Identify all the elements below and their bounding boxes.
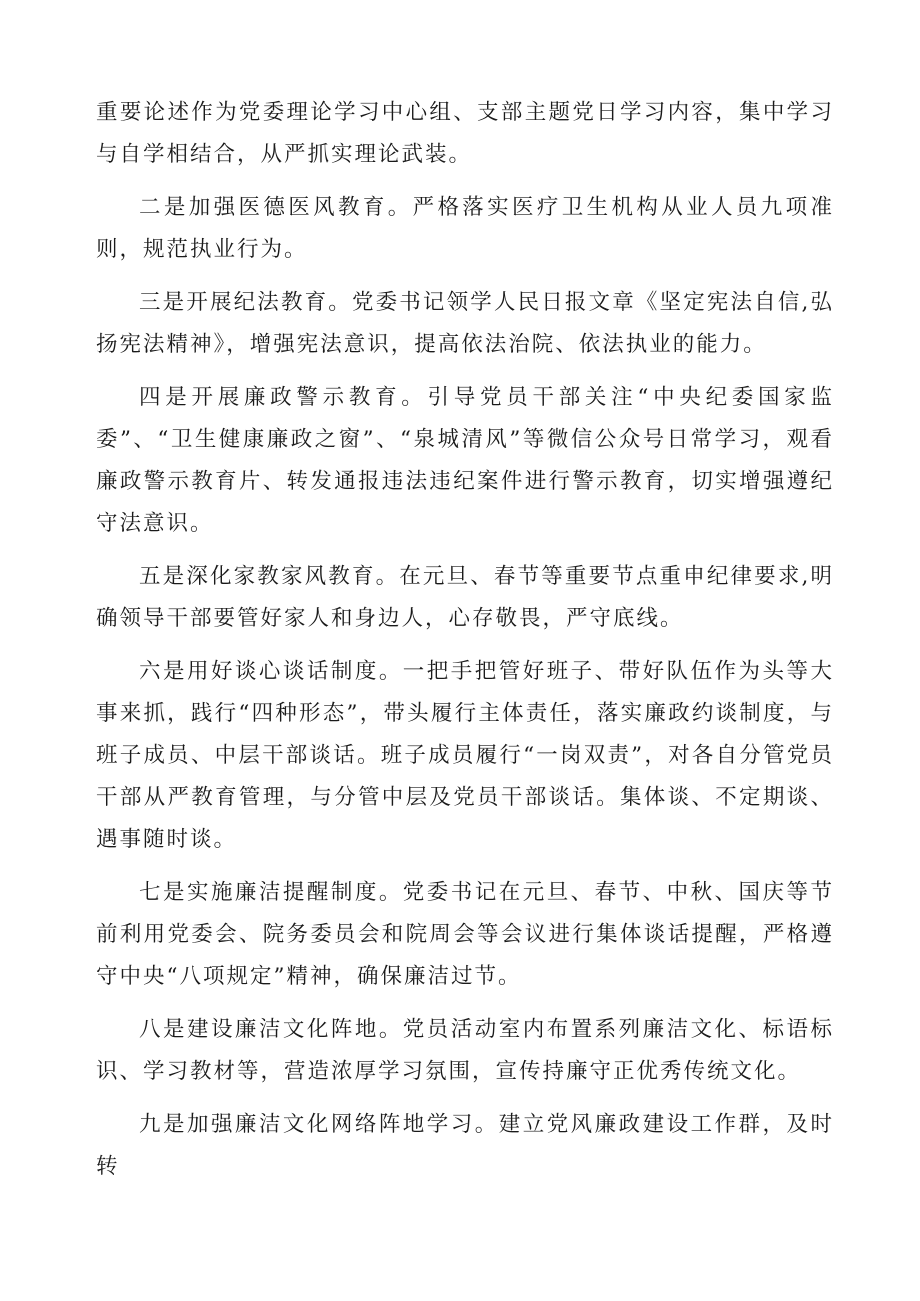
paragraph-online-integrity: 九是加强廉洁文化网络阵地学习。建立党风廉政建设工作群，及时转 [96,1112,834,1179]
paragraph-integrity-culture: 八是建设廉洁文化阵地。党员活动室内布置系列廉洁文化、标语标识、学习教材等，营造浓厚学习氛围，宣传持廉守正优秀传统文化。 [96,1017,834,1084]
paragraph-warning-education: 四是开展廉政警示教育。引导党员干部关注“中央纪委国家监委”、“卫生健康廉政之窗”、“泉城清风”等微信公众号日常学习，观看廉政警示教育片、转发通报违法违纪案件进行警示教育，切实增强遵纪守法意识。 [96,385,834,536]
paragraph-law-education: 三是开展纪法教育。党委书记领学人民日报文章《坚定宪法自信,弘扬宪法精神》，增强宪法意识，提高依法治院、依法执业的能力。 [96,290,834,357]
paragraph-family-education: 五是深化家教家风教育。在元旦、春节等重要节点重申纪律要求,明确领导干部要管好家人和身边人，心存敬畏，严守底线。 [96,564,834,631]
paragraph-medical-ethics: 二是加强医德医风教育。严格落实医疗卫生机构从业人员九项准则，规范执业行为。 [96,195,834,262]
paragraph-integrity-reminder: 七是实施廉洁提醒制度。党委书记在元旦、春节、中秋、国庆等节前利用党委会、院务委员会和院周会等会议进行集体谈话提醒，严格遵守中央“八项规定”精神，确保廉洁过节。 [96,880,834,989]
document-body [96,92,834,1199]
paragraph-heart-to-heart-talks: 六是用好谈心谈话制度。一把手把管好班子、带好队伍作为头等大事来抓，践行“四种形态”，带头履行主体责任，落实廉政约谈制度，与班子成员、中层干部谈话。班子成员履行“一岗双责”，对各自分管党员干部从严教育管理，与分管中层及党员干部谈话。集体谈、不定期谈、遇事随时谈。 [96,659,834,852]
paragraph-continuation: 重要论述作为党委理论学习中心组、支部主题党日学习内容，集中学习与自学相结合，从严抓实理论武装。 [96,100,834,167]
